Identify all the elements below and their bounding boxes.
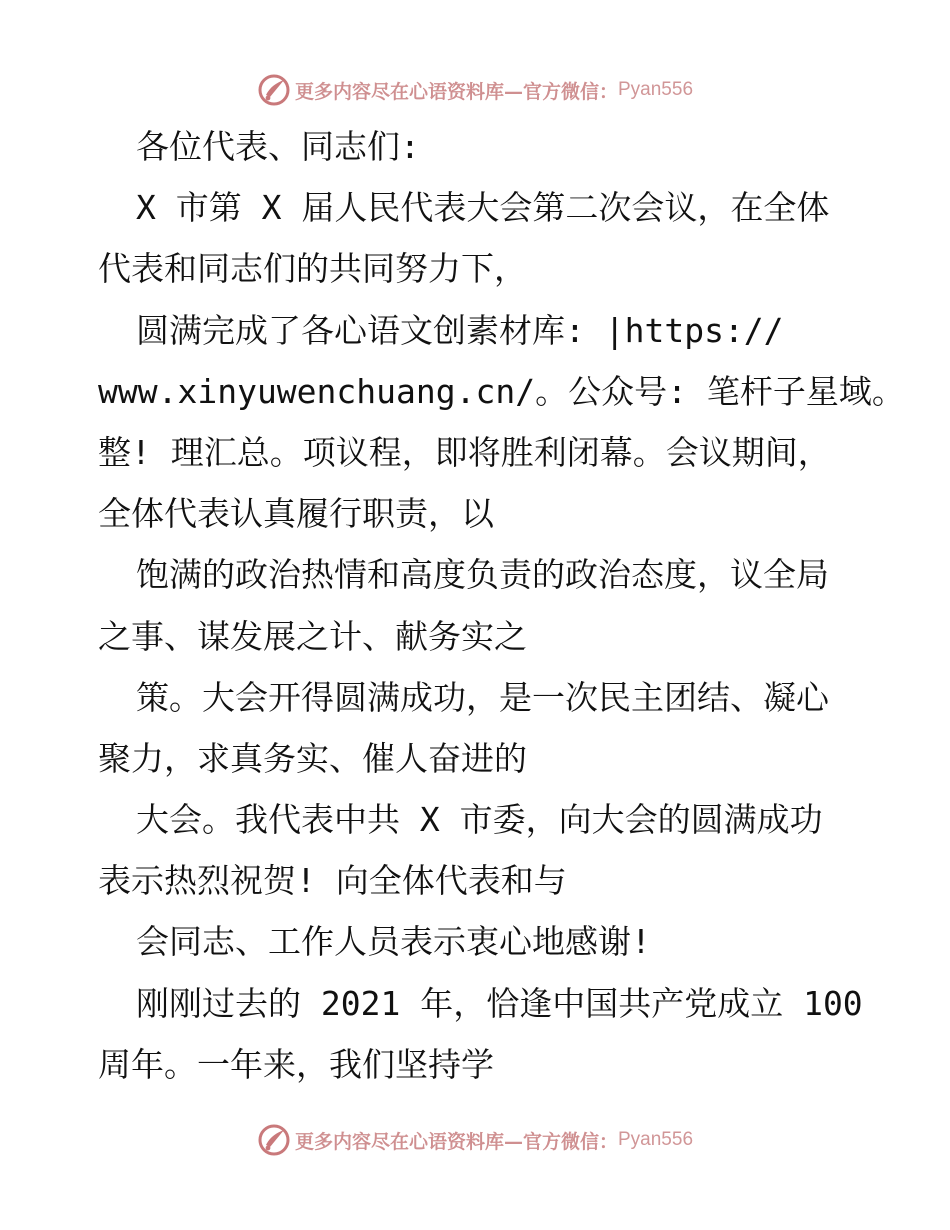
text-line: 各位代表、同志们:: [136, 127, 420, 166]
text-line: www.xinyuwenchuang.cn/。公众号: 笔杆子星域。: [98, 371, 905, 411]
text-line: 之事、谋发展之计、献务实之: [98, 616, 527, 656]
text-line: 表示热烈祝贺! 向全体代表和与: [98, 861, 567, 901]
text-line: 刚刚过去的 2021 年，恰逢中国共产党成立 100: [136, 983, 863, 1023]
footer-banner: [0, 1122, 950, 1158]
text-line: 圆满完成了各心语文创素材库: |https://: [136, 310, 784, 350]
text-line: 会同志、工作人员表示衷心地感谢!: [136, 922, 651, 962]
brush-seal-icon: [257, 73, 291, 107]
banner-text: 更多内容尽在心语资料库—官方微信：: [294, 1130, 618, 1153]
header-banner: [0, 72, 950, 108]
banner-text: 更多内容尽在心语资料库—官方微信：: [294, 80, 618, 103]
text-line: X 市第 X 届人民代表大会第二次会议，在全体: [136, 188, 830, 228]
text-line: 饱满的政治热情和高度负责的政治态度，议全局: [136, 555, 829, 595]
document-body: [98, 116, 905, 1095]
text-line: 整! 理汇总。项议程，即将胜利闭幕。会议期间，: [98, 432, 831, 472]
text-line: 策。大会开得圆满成功，是一次民主团结、凝心: [136, 677, 829, 717]
text-line: 聚力，求真务实、催人奋进的: [98, 738, 527, 778]
text-line: 全体代表认真履行职责，以: [98, 494, 494, 534]
wechat-id: Pyan556: [618, 79, 694, 100]
text-line: 大会。我代表中共 X 市委，向大会的圆满成功: [136, 800, 823, 840]
brush-seal-icon: [257, 1123, 291, 1157]
text-line: 周年。一年来，我们坚持学: [98, 1044, 494, 1084]
wechat-id: Pyan556: [618, 1129, 694, 1150]
text-line: 代表和同志们的共同努力下，: [98, 249, 527, 289]
